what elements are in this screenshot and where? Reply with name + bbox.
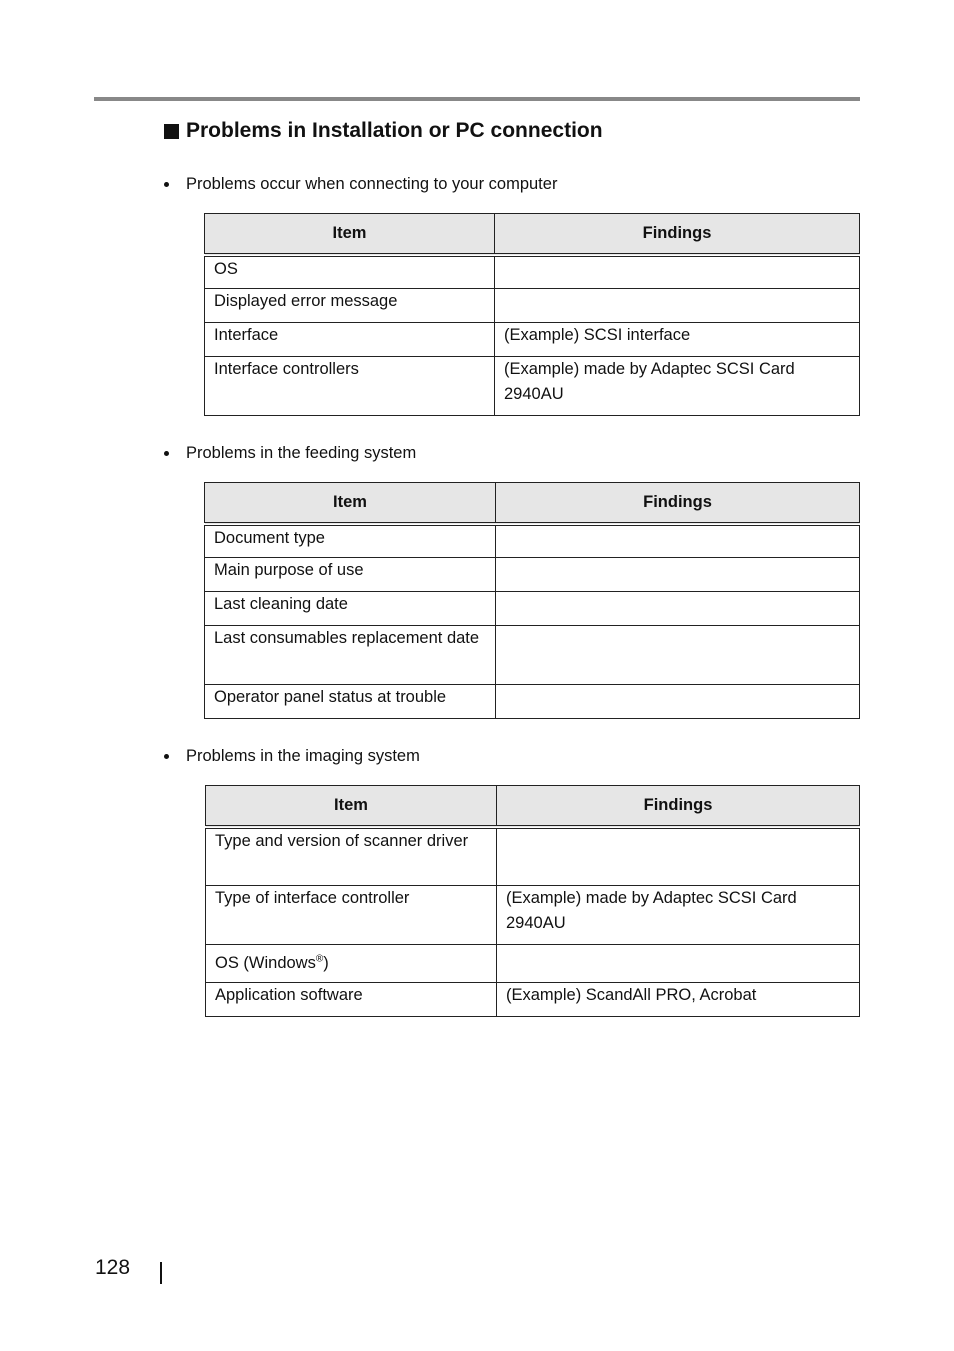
section-heading xyxy=(164,119,603,143)
findings-cell xyxy=(495,255,860,289)
table-header-row xyxy=(206,786,860,827)
findings-cell: (Example) ScandAll PRO, Acrobat xyxy=(497,983,860,1017)
item-cell: OS xyxy=(205,255,495,289)
column-header-findings: Findings xyxy=(496,483,860,524)
table-row xyxy=(205,685,860,719)
bullet-text: Problems in the feeding system xyxy=(186,444,417,462)
table-row xyxy=(205,255,860,289)
item-cell: Main purpose of use xyxy=(205,558,496,592)
item-cell: Type and version of scanner driver xyxy=(206,827,497,886)
findings-cell xyxy=(496,524,860,558)
item-cell: Last cleaning date xyxy=(205,592,496,626)
bullet-dot-icon xyxy=(164,182,169,187)
table-row xyxy=(205,357,860,416)
table-row xyxy=(205,592,860,626)
section-heading-text: Problems in Installation or PC connection xyxy=(186,119,603,142)
table-imaging xyxy=(205,785,860,1017)
findings-cell xyxy=(497,945,860,983)
table-header-row xyxy=(205,483,860,524)
registered-mark: ® xyxy=(315,953,324,965)
bullet-dot-icon xyxy=(164,451,169,456)
top-rule xyxy=(94,97,860,101)
findings-cell xyxy=(496,592,860,626)
item-cell xyxy=(206,945,497,983)
table-header-row xyxy=(205,214,860,255)
bullet-feeding xyxy=(164,444,416,463)
bullet-dot-icon xyxy=(164,754,169,759)
table-feeding xyxy=(204,482,860,719)
square-bullet-icon xyxy=(164,124,179,139)
item-cell: Interface controllers xyxy=(205,357,495,416)
item-cell: Last consumables replacement date xyxy=(205,626,496,685)
item-cell: Operator panel status at trouble xyxy=(205,685,496,719)
table-row xyxy=(206,983,860,1017)
item-cell: Interface xyxy=(205,323,495,357)
table-connecting xyxy=(204,213,860,416)
table-row xyxy=(206,886,860,945)
bullet-connecting xyxy=(164,175,557,194)
page-number: 128 xyxy=(95,1256,131,1279)
column-header-item: Item xyxy=(205,214,495,255)
item-cell: Application software xyxy=(206,983,497,1017)
bullet-text: Problems in the imaging system xyxy=(186,747,420,765)
item-cell: Displayed error message xyxy=(205,289,495,323)
table-row xyxy=(205,289,860,323)
findings-cell xyxy=(496,558,860,592)
table-row xyxy=(206,827,860,886)
findings-cell xyxy=(496,626,860,685)
findings-cell: (Example) SCSI interface xyxy=(495,323,860,357)
table-row xyxy=(205,626,860,685)
column-header-item: Item xyxy=(205,483,496,524)
findings-cell xyxy=(496,685,860,719)
item-text: OS (Windows xyxy=(215,954,316,972)
page-number-divider xyxy=(160,1262,162,1284)
item-text-after: ) xyxy=(323,954,329,972)
table-row xyxy=(205,323,860,357)
findings-cell: (Example) made by Adaptec SCSI Card 2940AU xyxy=(497,886,860,945)
column-header-item: Item xyxy=(206,786,497,827)
table-row xyxy=(206,945,860,983)
findings-cell xyxy=(497,827,860,886)
table-row xyxy=(205,558,860,592)
bullet-text: Problems occur when connecting to your computer xyxy=(186,175,558,193)
column-header-findings: Findings xyxy=(497,786,860,827)
findings-cell: (Example) made by Adaptec SCSI Card 2940AU xyxy=(495,357,860,416)
findings-cell xyxy=(495,289,860,323)
item-cell: Document type xyxy=(205,524,496,558)
column-header-findings: Findings xyxy=(495,214,860,255)
item-cell: Type of interface controller xyxy=(206,886,497,945)
bullet-imaging xyxy=(164,747,420,766)
table-row xyxy=(205,524,860,558)
